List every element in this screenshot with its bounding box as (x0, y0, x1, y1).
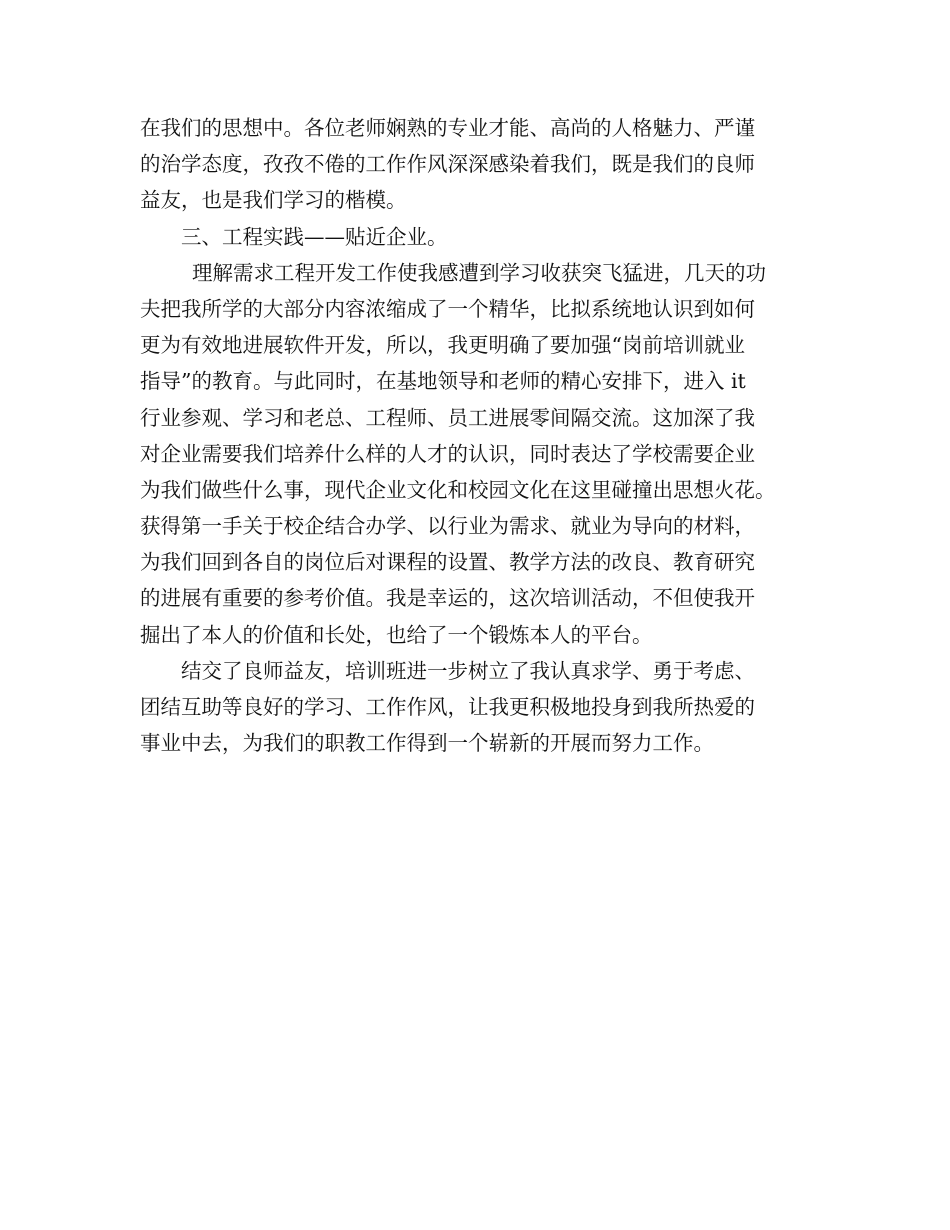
text-line: 掘出了本人的价值和长处，也给了一个锻炼本人的平台。 (140, 622, 653, 647)
text-line: 夫把我所学的大部分内容浓缩成了一个精华，比拟系统地认识到如何 (140, 296, 755, 321)
text-line: 为我们做些什么事，现代企业文化和校园文化在这里碰撞出思想火花。 (140, 477, 776, 502)
text-line: 事业中去，为我们的职教工作得到一个崭新的开展而努力工作。 (140, 731, 714, 756)
text-line: 益友，也是我们学习的楷模。 (140, 188, 407, 213)
text-line: 在我们的思想中。各位老师娴熟的专业才能、高尚的人格魅力、严谨 (140, 116, 755, 140)
text-line: 更为有效地进展软件开发，所以，我更明确了要加强“岗前培训就业 (140, 333, 745, 358)
text-line: 获得第一手关于校企结合办学、以行业为需求、就业为导向的材料， (140, 514, 755, 539)
text-line: 理解需求工程开发工作使我感遭到学习收获突飞猛进，几天的功 (192, 260, 766, 285)
text-line: 团结互助等良好的学习、工作作风，让我更积极地投身到我所热爱的 (140, 695, 755, 719)
text-line: 的进展有重要的参考价值。我是幸运的，这次培训活动，不但使我开 (140, 586, 755, 611)
text-line: 行业参观、学习和老总、工程师、员工进展零间隔交流。这加深了我 (140, 405, 755, 430)
text-line: 的治学态度，孜孜不倦的工作作风深深感染着我们，既是我们的良师 (140, 152, 755, 177)
text-line: 指导”的教育。与此同时，在基地领导和老师的精心安排下，进入 it (140, 369, 746, 394)
text-line: 对企业需要我们培养什么样的人才的认识，同时表达了学校需要企业 (140, 441, 755, 466)
text-line: 为我们回到各自的岗位后对课程的设置、教学方法的改良、教育研究 (140, 550, 755, 575)
text-line: 结交了良师益友，培训班进一步树立了我认真求学、勇于考虑、 (181, 658, 755, 683)
section-heading: 三、工程实践——贴近企业。 (181, 224, 448, 249)
body-text (140, 110, 830, 761)
